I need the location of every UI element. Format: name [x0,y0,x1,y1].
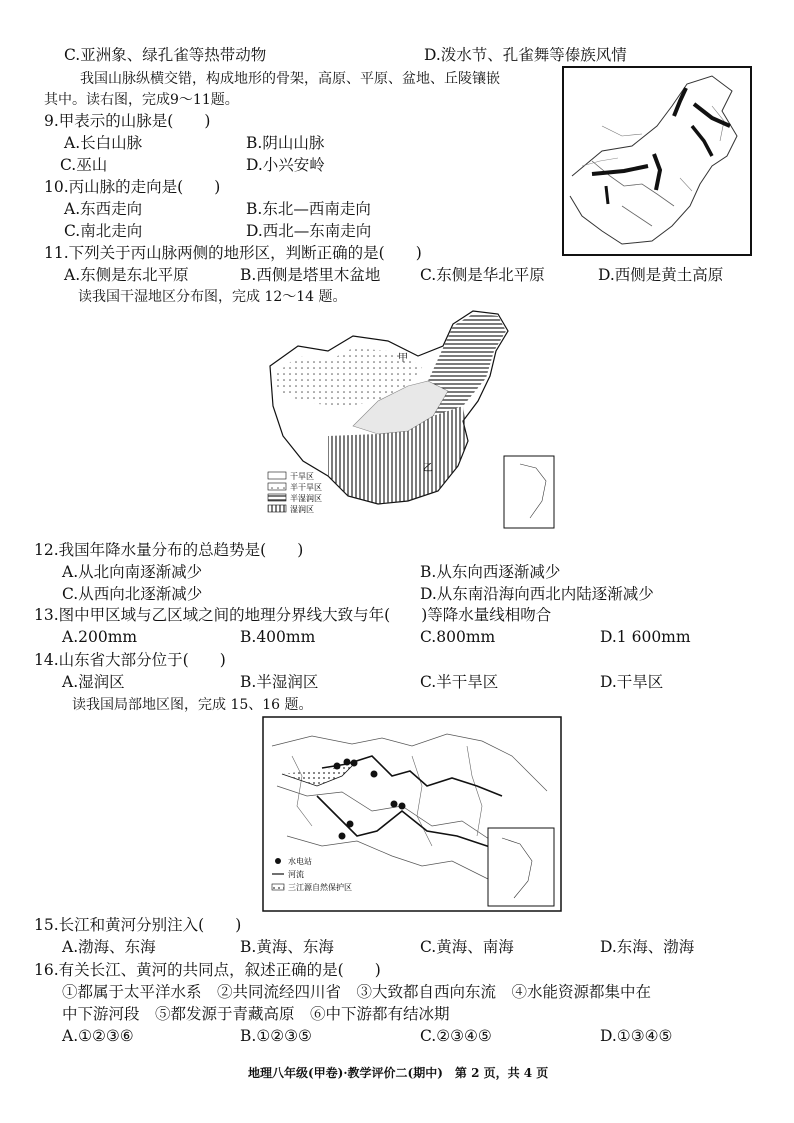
intro-9-11-line2: 其中。读右图，完成9～11题。 [44,92,239,108]
hydropower-station [339,833,346,840]
q8-option-d: D.泼水节、孔雀舞等傣族风情 [424,46,627,64]
q11-stem: 11.下列关于丙山脉两侧的地形区，判断正确的是( ) [44,244,422,262]
intro-12-14: 读我国干湿地区分布图，完成 12～14 题。 [78,289,347,305]
q10-option-c: C.南北走向 [64,222,143,240]
q12-option-d: D.从东南沿海向西北内陆逐渐减少 [420,585,654,603]
q8-option-c: C.亚洲象、绿孔雀等热带动物 [64,46,267,64]
hydropower-station [351,760,358,767]
q14-option-b: B.半湿润区 [240,673,319,691]
intro-9-11-line1: 我国山脉纵横交错，构成地形的骨架，高原、平原、盆地、丘陵镶嵌 [80,71,500,87]
q10-stem: 10.丙山脉的走向是( ) [44,178,221,196]
south-china-sea-inset-2 [488,828,554,906]
legend-arid: 干旱区 [290,472,314,481]
hydropower-station [334,763,341,770]
legend-humid: 湿润区 [290,505,314,514]
hydropower-station [371,771,378,778]
q16-option-a: A.①②③⑥ [62,1027,134,1045]
q14-option-a: A.湿润区 [62,673,125,691]
q12-stem: 12.我国年降水量分布的总趋势是( ) [34,541,304,559]
mountain-range-ji [606,186,608,204]
q16-option-b: B.①②③⑤ [240,1027,312,1045]
q11-option-c: C.东侧是华北平原 [420,266,545,284]
q11-option-b: B.西侧是塔里木盆地 [240,266,381,284]
q9-option-c: C.巫山 [60,156,108,174]
q16-statements-line2: 中下游河段 ⑤都发源于青藏高原 ⑥中下游都有结冰期 [62,1005,450,1023]
q14-option-c: C.半干旱区 [420,673,499,691]
legend-hydropower: 水电站 [288,857,312,866]
q12-option-a: A.从北向南逐渐减少 [62,563,203,581]
q10-option-a: A.东西走向 [64,200,143,218]
q13-option-d: D.1 600mm [600,628,691,646]
q9-option-a: A.长白山脉 [64,134,143,152]
q10-option-d: D.西北—东南走向 [246,222,372,240]
q10-option-b: B.东北—西南走向 [246,200,371,218]
q15-option-c: C.黄海、南海 [420,938,514,956]
q11-option-d: D.西侧是黄土高原 [598,266,724,284]
region-label-jia: 甲 [398,353,408,364]
legend-reserve: 三江源自然保护区 [288,883,352,892]
q16-stem: 16.有关长江、黄河的共同点，叙述正确的是( ) [34,961,381,979]
hydropower-station [347,821,354,828]
hydropower-station [391,801,398,808]
dry-wet-map [258,306,560,532]
region-label-yi: 乙 [423,463,433,474]
q14-option-d: D.干旱区 [600,673,664,691]
hydropower-station [344,759,351,766]
q9-option-b: B.阴山山脉 [246,134,325,152]
q13-option-b: B.400mm [240,628,316,646]
legend-semi-arid: 半干旱区 [290,483,322,492]
q13-option-a: A.200mm [62,628,138,646]
q9-stem: 9.甲表示的山脉是( ) [44,112,211,130]
q13-stem: 13.图中甲区域与乙区域之间的地理分界线大致与年( )等降水量线相吻合 [34,606,552,624]
hydropower-station [399,803,406,810]
intro-15-16: 读我国局部地区图，完成 15、16 题。 [72,697,313,713]
q16-statements-line1: ①都属于太平洋水系 ②共同流经四川省 ③大致都自西向东流 ④水能资源都集中在 [62,983,652,1001]
q15-option-b: B.黄海、东海 [240,938,334,956]
q16-option-c: C.②③④⑤ [420,1027,492,1045]
q15-stem: 15.长江和黄河分别注入( ) [34,916,242,934]
q13-option-c: C.800mm [420,628,496,646]
mountain-map [562,66,752,256]
q15-option-a: A.渤海、东海 [62,938,156,956]
legend-river: 河流 [288,870,304,879]
page-footer: 地理八年级(甲卷)·教学评价二(期中) 第 2 页，共 4 页 [248,1066,549,1080]
rivers-map [262,716,562,912]
q9-option-d: D.小兴安岭 [246,156,325,174]
q16-option-d: D.①③④⑤ [600,1027,673,1045]
legend-semi-humid: 半湿润区 [290,494,322,503]
q15-option-d: D.东海、渤海 [600,938,695,956]
q12-option-b: B.从东向西逐渐减少 [420,563,561,581]
q11-option-a: A.东侧是东北平原 [64,266,189,284]
q14-stem: 14.山东省大部分位于( ) [34,651,226,669]
q12-option-c: C.从西向北逐渐减少 [62,585,203,603]
south-china-sea-inset [504,456,554,528]
